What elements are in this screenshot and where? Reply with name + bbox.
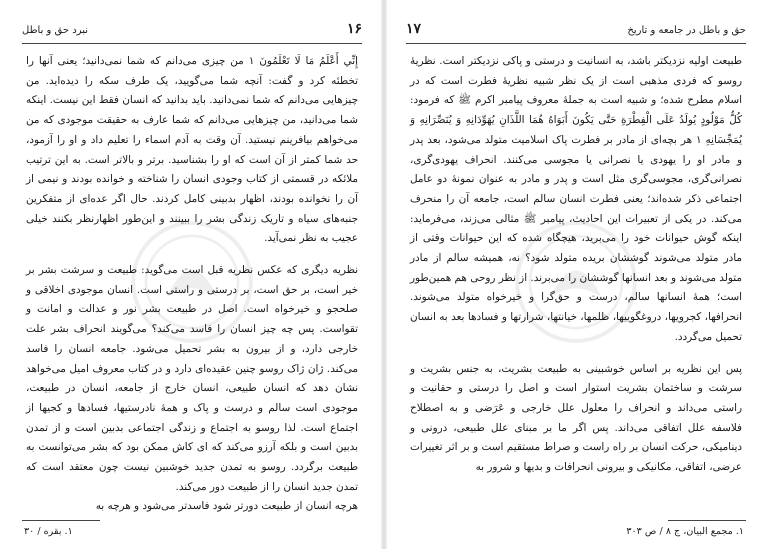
footnote: ۱. بقره / ۳۰ bbox=[24, 526, 73, 537]
page-number: ۱۷ bbox=[406, 21, 422, 37]
running-title: حق و باطل در جامعه و تاریخ bbox=[627, 25, 746, 36]
footnote-divider bbox=[22, 520, 100, 521]
left-page-body bbox=[26, 52, 358, 517]
right-page-body bbox=[410, 52, 742, 478]
paragraph: طبیعت اولیه نزدیکتر باشد، به انسانیت و درستی و پاکی نزدیکتر است. نظریهٔ روسو که فردی مذهبی است از یک نظر شبیه نظریهٔ فطرت است که در اسلام مطرح شده؛ و شبیه است به جملهٔ معروف پیامبر اکرم ﷺ که فرمود: كُلُّ مَوْلُودٍ يُولَدُ عَلَى الْفِطْرَةِ حَتَّى يَكُونَ أَبَوَاهُ هُمَا اللَّذَانِ يُهَوِّدَانِهِ وَ يُنَصِّرَانِهِ وَ يُمَجِّسَانِهِ ۱ هر بچه‌ای از مادر بر فطرت پاک اسلامیت متولد می‌شود، بعد پدر و مادر او را یهودی یا نصرانی یا مجوسی می‌کنند. انحراف یهودی‌گری، نصرانی‌گری، مجوسی‌گری مثل است و پدر و مادر به عنوان نمونهٔ دو عامل اجتماعی ذکر شده‌اند؛ یعنی فطرت انسان سالم است، جامعه آن را منحرف می‌کند. در یکی از تعبیرات این احادیث، پیامبر ﷺ مثالی می‌زند، می‌فرماید: اینکه گوش حیوانات خود را می‌برید، هیچگاه شده که این حیوانات وقتی از مادر متولد می‌شوند گوششان بریده متولد شود؟ نه، همیشه سالم از مادر متولد می‌شوند و بعد انسانها گوششان را می‌برند. از نظر روحی هم همین‌طور است؛ همهٔ انسانها سالم، درست و حق‌گرا و خیرخواه متولد می‌شوند. انحرافها، کجرویها، دروغگوییها، ظلمها، خیانتها، شرارتها و فسادها بعد به انسان تحمیل می‌گردد. bbox=[410, 55, 742, 343]
paragraph: إِنِّي أَعْلَمُ مَا لَا تَعْلَمُونَ ۱ من چیزی می‌دانم که شما نمی‌دانید؛ یعنی آنها را تخطئه کرد و گفت: آنچه شما می‌گویید، یک طرف سکه را دیده‌اید. من چیزهایی می‌دانم که شما نمی‌دانید. باید بدانید که انسان فقط این نیست. اینکه شما می‌دانید، من چیزهایی می‌دانم که شما عارف به حقیقت موجودی که من می‌خواهم بیافرینم نیستید. آن وقت به آدم اسماء را تعلیم داد و او را آزمود، حد شما کمتر از آن است که او را بشناسید. برتر و بالاتر است. به این ترتیب ملائکه در قسمتی از کتاب وجودی انسان را شناخته و خوانده بودند و نیمی از آن را نخوانده بودند، اظهار بدبینی کامل کردند. حال اگر عده‌ای از متفکرین جنبه‌های سیاه و تاریک زندگی بشر را ببینند و این‌طور اظهارنظر بکنند خیلی عجیب به نظر نمی‌آید. bbox=[26, 55, 358, 245]
page-number: ۱۶ bbox=[346, 21, 362, 37]
page-header bbox=[22, 20, 362, 44]
running-title: نبرد حق و باطل bbox=[22, 25, 89, 36]
paragraph: پس این نظریه بر اساس خوشبینی به طبیعت بشریت، به جنس بشریت و سرشت و ساختمان بشریت استوار است و اصل را درستی و حقانیت و راستی می‌داند و انحراف را معلول علل خارجی و عَرَضی و به اصطلاح فلاسفه علل اتفاقی می‌داند. پس اگر ما بر مبنای علل طبیعی، درونی و دینامیکی، حرکت انسان بر راه راست و صراط مستقیم است و بر اثر تغییرات عرضی، اتفاقی، مکانیکی و بیرونی انحرافات و بدیها و شرور به bbox=[410, 362, 742, 474]
footnote-divider bbox=[668, 520, 746, 521]
page-header bbox=[406, 20, 746, 44]
paragraph: هرچه انسان از طبیعت دورتر شود فاسدتر می‌شود و هرچه به bbox=[95, 500, 358, 513]
right-page bbox=[384, 0, 768, 549]
footnote: ۱. مجمع البیان، ج ۸ / ص ۳۰۳ bbox=[626, 526, 744, 537]
paragraph: نظریه دیگری که عکس نظریه قبل است می‌گوید: طبیعت و سرشت بشر بر خیر است، بر حق است، بر درستی و راستی است. انسان موجودی اخلاقی و صلحجو و خیرخواه است. اصل در طبیعت بشر نور و عدالت و امانت و تقواست. پس چه چیز انسان را فاسد می‌کند؟ می‌گویند انحراف بشر علت خارجی دارد، و از بیرون به بشر تحمیل می‌شود. جامعه انسان را فاسد می‌کند. ژان ژاک روسو چنین عقیده‌ای دارد و در کتاب معروف امیل می‌خواهد نشان دهد که انسان طبیعی، انسان خارج از جامعه، انسان در طبیعت، موجودی است سالم و درست و پاک و همهٔ نادرستیها، فسادها و کجیها از اجتماع است. لذا روسو به اجتماع و زندگی اجتماعی بدبین است و از تمدن بدبین است و بلکه آرزو می‌کند که ای کاش ممکن بود که بشر می‌توانست به طبیعت برگردد. روسو به تمدن جدید خوشبین نیست چون معتقد است که تمدن جدید انسان را از طبیعت دور می‌کند. bbox=[26, 264, 358, 493]
